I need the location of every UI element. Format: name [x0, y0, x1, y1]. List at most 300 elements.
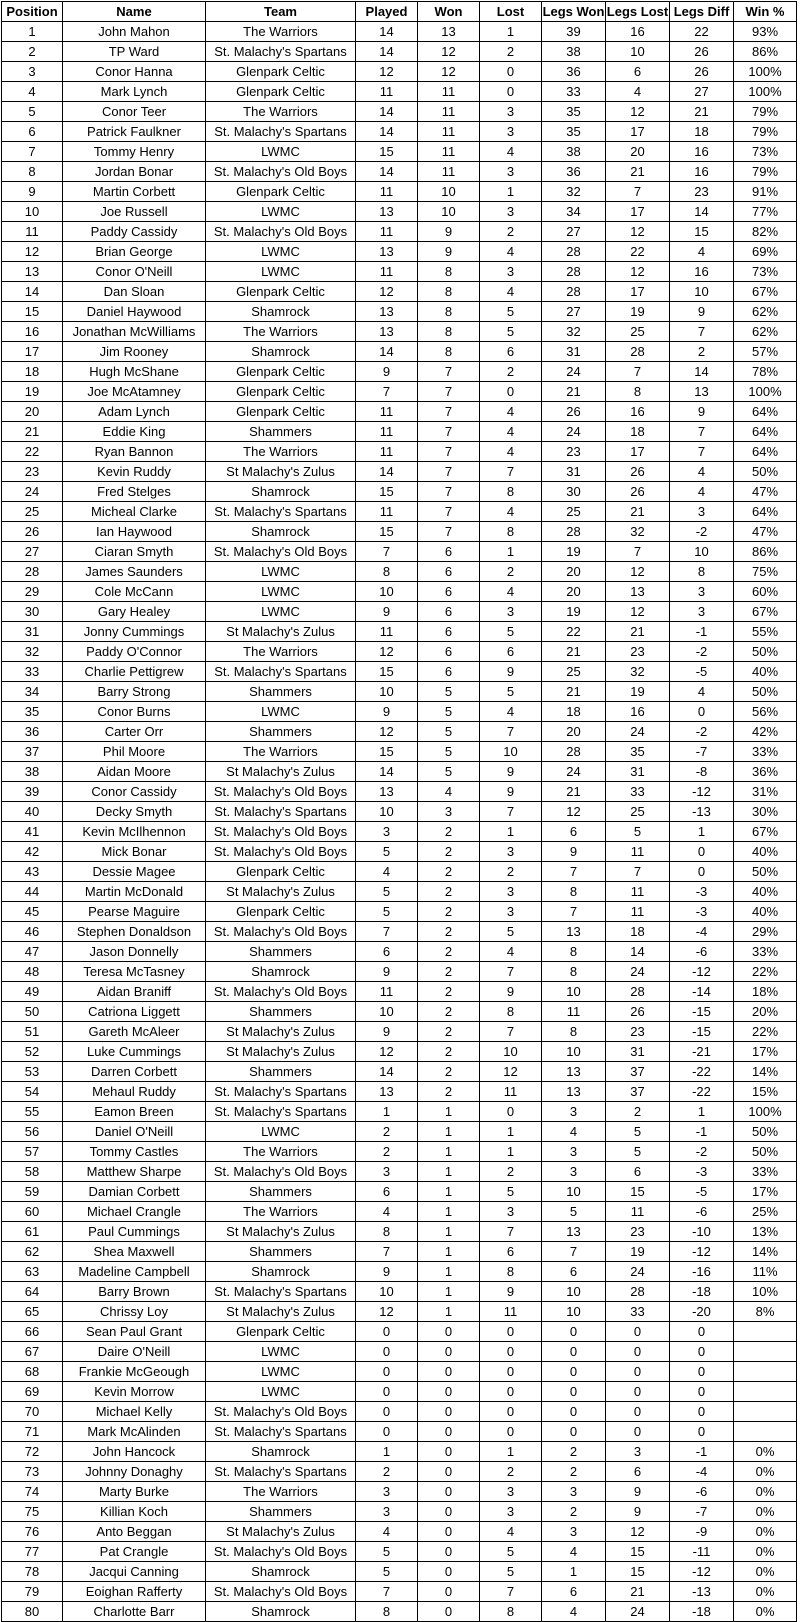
cell-legs-lost: 26	[606, 1002, 670, 1022]
table-row	[2, 342, 797, 362]
cell-legs-won: 8	[542, 942, 606, 962]
cell-legs-diff: 4	[670, 462, 734, 482]
cell-team: Shamrock	[206, 302, 356, 322]
cell-win-pct: 50%	[734, 682, 797, 702]
cell-name: Jim Rooney	[63, 342, 206, 362]
table-row	[2, 1202, 797, 1222]
cell-played: 4	[356, 862, 418, 882]
cell-legs-won: 9	[542, 842, 606, 862]
cell-team: Shammers	[206, 942, 356, 962]
cell-played: 13	[356, 782, 418, 802]
cell-legs-diff: 9	[670, 302, 734, 322]
cell-legs-won: 19	[542, 602, 606, 622]
cell-legs-won: 7	[542, 1242, 606, 1262]
cell-position: 45	[2, 902, 63, 922]
cell-legs-lost: 12	[606, 222, 670, 242]
cell-win-pct: 47%	[734, 522, 797, 542]
cell-name: Conor O'Neill	[63, 262, 206, 282]
cell-legs-diff: -15	[670, 1022, 734, 1042]
cell-won: 6	[418, 622, 480, 642]
cell-legs-diff: 14	[670, 362, 734, 382]
table-row	[2, 762, 797, 782]
cell-win-pct	[734, 1382, 797, 1402]
cell-lost: 0	[480, 1402, 542, 1422]
cell-legs-diff: -12	[670, 1562, 734, 1582]
table-row	[2, 882, 797, 902]
table-row	[2, 42, 797, 62]
cell-played: 2	[356, 1122, 418, 1142]
cell-name: Phil Moore	[63, 742, 206, 762]
cell-legs-lost: 22	[606, 242, 670, 262]
table-row	[2, 382, 797, 402]
cell-legs-diff: -2	[670, 1142, 734, 1162]
cell-legs-won: 6	[542, 822, 606, 842]
cell-name: Paul Cummings	[63, 1222, 206, 1242]
cell-won: 7	[418, 482, 480, 502]
cell-legs-lost: 7	[606, 862, 670, 882]
table-row	[2, 962, 797, 982]
cell-win-pct: 22%	[734, 962, 797, 982]
cell-legs-lost: 9	[606, 1482, 670, 1502]
cell-legs-diff: -3	[670, 902, 734, 922]
cell-name: Cole McCann	[63, 582, 206, 602]
cell-win-pct	[734, 1402, 797, 1422]
cell-legs-won: 24	[542, 362, 606, 382]
cell-position: 53	[2, 1062, 63, 1082]
cell-won: 2	[418, 982, 480, 1002]
cell-team: St. Malachy's Spartans	[206, 1102, 356, 1122]
cell-lost: 1	[480, 182, 542, 202]
cell-name: Luke Cummings	[63, 1042, 206, 1062]
cell-legs-lost: 0	[606, 1382, 670, 1402]
cell-legs-won: 25	[542, 502, 606, 522]
cell-win-pct: 0%	[734, 1562, 797, 1582]
cell-won: 1	[418, 1122, 480, 1142]
cell-legs-lost: 5	[606, 822, 670, 842]
cell-position: 71	[2, 1422, 63, 1442]
cell-won: 0	[418, 1462, 480, 1482]
cell-legs-won: 3	[542, 1162, 606, 1182]
cell-lost: 2	[480, 562, 542, 582]
table-row	[2, 302, 797, 322]
cell-name: Jordan Bonar	[63, 162, 206, 182]
cell-legs-diff: -3	[670, 882, 734, 902]
table-row	[2, 322, 797, 342]
cell-legs-diff: 8	[670, 562, 734, 582]
cell-won: 0	[418, 1402, 480, 1422]
cell-won: 7	[418, 402, 480, 422]
cell-name: Daniel O'Neill	[63, 1122, 206, 1142]
cell-name: Carter Orr	[63, 722, 206, 742]
cell-win-pct: 0%	[734, 1602, 797, 1622]
cell-won: 0	[418, 1422, 480, 1442]
cell-name: Darren Corbett	[63, 1062, 206, 1082]
cell-legs-lost: 6	[606, 1162, 670, 1182]
cell-lost: 2	[480, 862, 542, 882]
cell-legs-diff: -3	[670, 1162, 734, 1182]
cell-position: 60	[2, 1202, 63, 1222]
cell-win-pct: 22%	[734, 1022, 797, 1042]
cell-legs-diff: 21	[670, 102, 734, 122]
cell-team: Glenpark Celtic	[206, 182, 356, 202]
cell-position: 11	[2, 222, 63, 242]
cell-played: 13	[356, 202, 418, 222]
cell-won: 13	[418, 22, 480, 42]
cell-legs-diff: -6	[670, 942, 734, 962]
cell-played: 5	[356, 902, 418, 922]
cell-legs-lost: 12	[606, 262, 670, 282]
cell-legs-won: 21	[542, 382, 606, 402]
cell-team: Shammers	[206, 682, 356, 702]
table-row	[2, 22, 797, 42]
cell-team: Shammers	[206, 722, 356, 742]
cell-team: LWMC	[206, 142, 356, 162]
cell-team: St. Malachy's Old Boys	[206, 1162, 356, 1182]
cell-won: 4	[418, 782, 480, 802]
cell-legs-diff: -4	[670, 922, 734, 942]
cell-position: 10	[2, 202, 63, 222]
cell-legs-diff: 1	[670, 1102, 734, 1122]
cell-played: 3	[356, 1502, 418, 1522]
cell-lost: 3	[480, 202, 542, 222]
cell-legs-won: 3	[542, 1522, 606, 1542]
cell-lost: 3	[480, 902, 542, 922]
cell-position: 66	[2, 1322, 63, 1342]
cell-name: Pearse Maguire	[63, 902, 206, 922]
cell-lost: 7	[480, 802, 542, 822]
cell-legs-won: 2	[542, 1462, 606, 1482]
cell-legs-diff: 0	[670, 842, 734, 862]
cell-lost: 3	[480, 1202, 542, 1222]
table-row	[2, 242, 797, 262]
cell-win-pct: 0%	[734, 1582, 797, 1602]
cell-team: Glenpark Celtic	[206, 282, 356, 302]
cell-legs-lost: 7	[606, 182, 670, 202]
cell-legs-lost: 0	[606, 1402, 670, 1422]
cell-won: 0	[418, 1322, 480, 1342]
cell-legs-diff: -6	[670, 1482, 734, 1502]
cell-won: 12	[418, 62, 480, 82]
cell-win-pct: 15%	[734, 1082, 797, 1102]
cell-legs-won: 13	[542, 1082, 606, 1102]
table-row	[2, 1522, 797, 1542]
cell-position: 39	[2, 782, 63, 802]
cell-lost: 2	[480, 1462, 542, 1482]
cell-lost: 7	[480, 722, 542, 742]
cell-lost: 0	[480, 82, 542, 102]
cell-legs-won: 24	[542, 762, 606, 782]
cell-legs-won: 2	[542, 1502, 606, 1522]
cell-legs-diff: -13	[670, 1582, 734, 1602]
cell-legs-diff: 7	[670, 442, 734, 462]
cell-win-pct: 79%	[734, 122, 797, 142]
cell-legs-lost: 15	[606, 1182, 670, 1202]
cell-name: Pat Crangle	[63, 1542, 206, 1562]
cell-legs-diff: 0	[670, 1342, 734, 1362]
cell-played: 9	[356, 362, 418, 382]
cell-legs-diff: 16	[670, 142, 734, 162]
cell-win-pct: 0%	[734, 1502, 797, 1522]
cell-lost: 0	[480, 1382, 542, 1402]
cell-played: 10	[356, 1002, 418, 1022]
cell-played: 0	[356, 1322, 418, 1342]
cell-played: 11	[356, 422, 418, 442]
table-row	[2, 1502, 797, 1522]
cell-legs-won: 27	[542, 222, 606, 242]
cell-position: 6	[2, 122, 63, 142]
cell-legs-diff: 26	[670, 62, 734, 82]
cell-win-pct: 30%	[734, 802, 797, 822]
cell-won: 5	[418, 682, 480, 702]
cell-legs-diff: 18	[670, 122, 734, 142]
table-row	[2, 662, 797, 682]
cell-won: 3	[418, 802, 480, 822]
cell-legs-diff: -14	[670, 982, 734, 1002]
cell-legs-won: 32	[542, 322, 606, 342]
cell-won: 9	[418, 222, 480, 242]
cell-lost: 5	[480, 322, 542, 342]
cell-legs-lost: 0	[606, 1422, 670, 1442]
cell-legs-lost: 5	[606, 1122, 670, 1142]
cell-played: 14	[356, 342, 418, 362]
cell-legs-diff: -16	[670, 1262, 734, 1282]
cell-team: St Malachy's Zulus	[206, 882, 356, 902]
cell-team: Glenpark Celtic	[206, 902, 356, 922]
cell-position: 27	[2, 542, 63, 562]
cell-position: 32	[2, 642, 63, 662]
cell-name: Sean Paul Grant	[63, 1322, 206, 1342]
cell-legs-lost: 3	[606, 1442, 670, 1462]
cell-win-pct: 17%	[734, 1042, 797, 1062]
cell-played: 13	[356, 322, 418, 342]
cell-name: Ciaran Smyth	[63, 542, 206, 562]
cell-legs-won: 3	[542, 1482, 606, 1502]
cell-legs-won: 30	[542, 482, 606, 502]
cell-name: Marty Burke	[63, 1482, 206, 1502]
cell-legs-diff: -22	[670, 1062, 734, 1082]
cell-played: 7	[356, 542, 418, 562]
cell-won: 1	[418, 1102, 480, 1122]
cell-legs-won: 26	[542, 402, 606, 422]
cell-legs-won: 13	[542, 1062, 606, 1082]
table-row	[2, 722, 797, 742]
cell-played: 6	[356, 1182, 418, 1202]
table-row	[2, 1162, 797, 1182]
cell-team: LWMC	[206, 702, 356, 722]
cell-won: 1	[418, 1302, 480, 1322]
cell-name: John Hancock	[63, 1442, 206, 1462]
cell-team: Glenpark Celtic	[206, 382, 356, 402]
cell-position: 59	[2, 1182, 63, 1202]
cell-legs-diff: -7	[670, 742, 734, 762]
table-row	[2, 802, 797, 822]
cell-won: 2	[418, 942, 480, 962]
cell-legs-diff: 7	[670, 322, 734, 342]
cell-legs-lost: 31	[606, 762, 670, 782]
cell-win-pct: 78%	[734, 362, 797, 382]
cell-lost: 3	[480, 162, 542, 182]
cell-legs-lost: 19	[606, 682, 670, 702]
cell-lost: 4	[480, 422, 542, 442]
cell-name: Micheal Clarke	[63, 502, 206, 522]
cell-lost: 3	[480, 1502, 542, 1522]
cell-legs-lost: 15	[606, 1542, 670, 1562]
table-row	[2, 682, 797, 702]
cell-legs-won: 32	[542, 182, 606, 202]
cell-win-pct: 79%	[734, 162, 797, 182]
cell-legs-diff: 4	[670, 242, 734, 262]
table-row	[2, 842, 797, 862]
cell-position: 14	[2, 282, 63, 302]
cell-won: 0	[418, 1602, 480, 1622]
cell-position: 23	[2, 462, 63, 482]
cell-team: St. Malachy's Spartans	[206, 1082, 356, 1102]
cell-position: 37	[2, 742, 63, 762]
table-row	[2, 442, 797, 462]
cell-played: 12	[356, 1302, 418, 1322]
cell-won: 7	[418, 382, 480, 402]
cell-lost: 8	[480, 1602, 542, 1622]
cell-legs-diff: -13	[670, 802, 734, 822]
cell-played: 3	[356, 1162, 418, 1182]
cell-team: St Malachy's Zulus	[206, 1022, 356, 1042]
cell-played: 11	[356, 442, 418, 462]
cell-position: 49	[2, 982, 63, 1002]
cell-position: 35	[2, 702, 63, 722]
cell-name: Adam Lynch	[63, 402, 206, 422]
table-row	[2, 1242, 797, 1262]
table-row	[2, 262, 797, 282]
cell-win-pct: 100%	[734, 62, 797, 82]
cell-legs-lost: 16	[606, 402, 670, 422]
table-row	[2, 182, 797, 202]
cell-position: 19	[2, 382, 63, 402]
cell-name: Matthew Sharpe	[63, 1162, 206, 1182]
cell-legs-diff: -2	[670, 722, 734, 742]
cell-position: 25	[2, 502, 63, 522]
cell-team: LWMC	[206, 1382, 356, 1402]
cell-legs-won: 1	[542, 1562, 606, 1582]
cell-lost: 5	[480, 1542, 542, 1562]
cell-legs-diff: -1	[670, 622, 734, 642]
cell-legs-lost: 19	[606, 1242, 670, 1262]
cell-name: Martin McDonald	[63, 882, 206, 902]
cell-position: 61	[2, 1222, 63, 1242]
cell-played: 14	[356, 162, 418, 182]
cell-team: St. Malachy's Spartans	[206, 662, 356, 682]
cell-lost: 7	[480, 1022, 542, 1042]
cell-team: The Warriors	[206, 1142, 356, 1162]
cell-lost: 11	[480, 1082, 542, 1102]
cell-played: 15	[356, 662, 418, 682]
cell-legs-won: 4	[542, 1602, 606, 1622]
cell-legs-diff: 4	[670, 482, 734, 502]
cell-legs-diff: -4	[670, 1462, 734, 1482]
cell-played: 12	[356, 62, 418, 82]
table-row	[2, 562, 797, 582]
cell-won: 9	[418, 242, 480, 262]
cell-legs-lost: 4	[606, 82, 670, 102]
cell-win-pct: 62%	[734, 302, 797, 322]
cell-legs-diff: 7	[670, 422, 734, 442]
header-legs-lost: Legs Lost	[606, 2, 670, 22]
cell-name: Barry Brown	[63, 1282, 206, 1302]
cell-won: 2	[418, 1082, 480, 1102]
cell-position: 31	[2, 622, 63, 642]
cell-legs-diff: -2	[670, 522, 734, 542]
cell-name: Conor Cassidy	[63, 782, 206, 802]
cell-legs-won: 10	[542, 1302, 606, 1322]
cell-legs-lost: 12	[606, 1522, 670, 1542]
cell-legs-won: 38	[542, 42, 606, 62]
cell-played: 14	[356, 762, 418, 782]
table-row	[2, 922, 797, 942]
cell-win-pct: 73%	[734, 262, 797, 282]
cell-lost: 4	[480, 402, 542, 422]
cell-won: 0	[418, 1522, 480, 1542]
cell-legs-won: 3	[542, 1142, 606, 1162]
cell-name: Patrick Faulkner	[63, 122, 206, 142]
header-team: Team	[206, 2, 356, 22]
cell-win-pct: 79%	[734, 102, 797, 122]
cell-legs-won: 38	[542, 142, 606, 162]
cell-legs-lost: 2	[606, 1102, 670, 1122]
cell-team: Shamrock	[206, 1562, 356, 1582]
cell-played: 11	[356, 502, 418, 522]
cell-played: 11	[356, 402, 418, 422]
table-row	[2, 102, 797, 122]
cell-legs-lost: 14	[606, 942, 670, 962]
cell-won: 8	[418, 302, 480, 322]
cell-name: Mehaul Ruddy	[63, 1082, 206, 1102]
cell-played: 14	[356, 462, 418, 482]
cell-win-pct: 60%	[734, 582, 797, 602]
cell-played: 14	[356, 42, 418, 62]
cell-legs-diff: -12	[670, 1242, 734, 1262]
cell-lost: 6	[480, 342, 542, 362]
cell-legs-diff: 0	[670, 1382, 734, 1402]
cell-legs-diff: -12	[670, 782, 734, 802]
cell-legs-won: 28	[542, 522, 606, 542]
cell-team: St. Malachy's Old Boys	[206, 1582, 356, 1602]
cell-position: 55	[2, 1102, 63, 1122]
cell-legs-lost: 0	[606, 1342, 670, 1362]
cell-won: 2	[418, 1062, 480, 1082]
cell-position: 20	[2, 402, 63, 422]
cell-played: 7	[356, 1242, 418, 1262]
cell-win-pct: 86%	[734, 542, 797, 562]
cell-legs-lost: 6	[606, 1462, 670, 1482]
cell-played: 0	[356, 1382, 418, 1402]
cell-lost: 0	[480, 1422, 542, 1442]
table-body	[2, 22, 797, 1622]
cell-legs-lost: 37	[606, 1082, 670, 1102]
cell-position: 29	[2, 582, 63, 602]
cell-played: 0	[356, 1342, 418, 1362]
cell-won: 2	[418, 962, 480, 982]
header-lost: Lost	[480, 2, 542, 22]
cell-lost: 3	[480, 102, 542, 122]
cell-legs-diff: 27	[670, 82, 734, 102]
cell-team: St. Malachy's Old Boys	[206, 1542, 356, 1562]
cell-legs-lost: 21	[606, 502, 670, 522]
cell-legs-won: 10	[542, 1182, 606, 1202]
cell-legs-won: 6	[542, 1582, 606, 1602]
cell-position: 16	[2, 322, 63, 342]
table-row	[2, 62, 797, 82]
cell-legs-diff: 15	[670, 222, 734, 242]
cell-lost: 2	[480, 222, 542, 242]
